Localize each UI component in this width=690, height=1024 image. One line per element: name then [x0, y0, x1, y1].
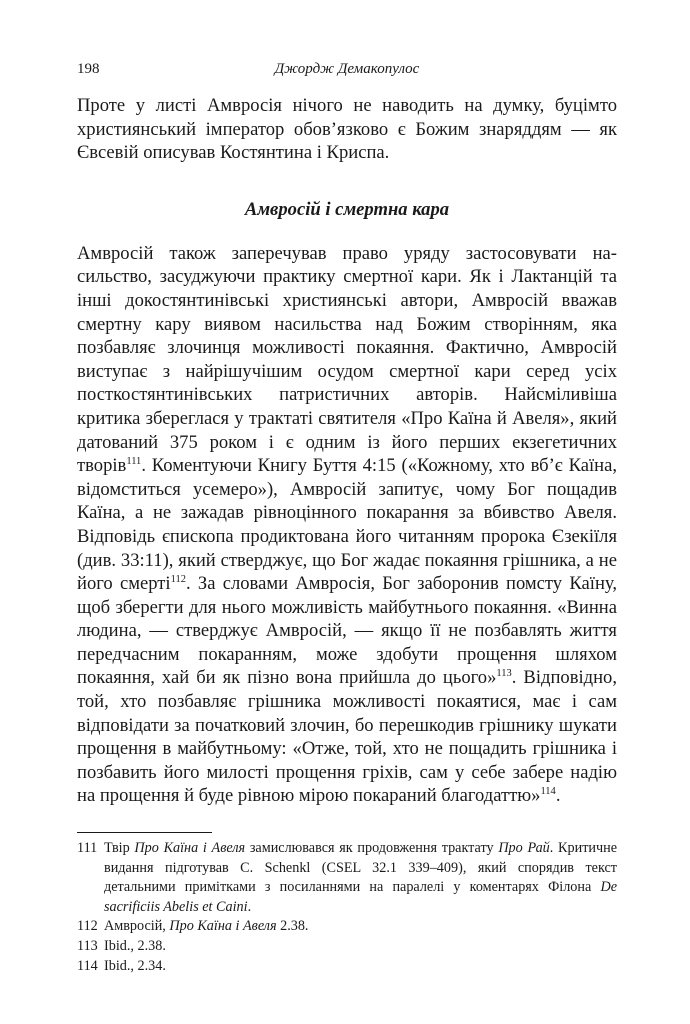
footnote-111 — [77, 839, 617, 917]
footnote-ref-112[interactable]: 112 — [170, 573, 186, 585]
intro-paragraph — [77, 94, 617, 165]
section-paragraph — [77, 242, 617, 808]
paragraph-segment: . За словами Амвросія, Бог заборонив помсту Каїну, щоб зберегти для нього можливість майбутнього покаяння. «Винна людина, — стверджує Амвросій, — якщо її не позбавлять життя передчасним покаранням, може здобути прощення шляхом покаяння, хай би як пізно вона прийшла до цього» — [77, 573, 617, 689]
running-header — [77, 58, 617, 80]
footnote-text: Ibid., 2.38. — [104, 938, 166, 954]
footnote-italic-title: Про Каїна і Авеля — [134, 840, 246, 857]
footnotes — [77, 839, 617, 976]
footnote-112 — [77, 917, 617, 937]
section-paragraph-text — [77, 242, 617, 808]
footnote-number: 111 — [77, 840, 98, 857]
book-page — [77, 58, 617, 976]
footnote-divider — [77, 832, 212, 833]
footnote-number: 112 — [77, 918, 98, 935]
paragraph-segment: . Відповідно, той, хто позбавляє грішника можливості покаятися, має і сам відповідати за початковий злочин, бо перешкодив грішнику шукати прощення в майбутньому: «Отже, той, хто не пощадить грішника і позбавить його милості прощення гріхів, сам у себе забере надію на прощення й буде рівною мірою покараний благодаттю» — [77, 667, 618, 807]
footnote-italic-title: Про Каїна і Авеля — [169, 918, 277, 935]
footnote-text: Твір — [104, 840, 135, 857]
section-title: Амвросій і смертна кара — [244, 198, 450, 220]
footnote-text: . Критичне видання підготував C. Schenkl (CSEL 32.1 339–409), який спорядив текст детальними примітками з посиланнями на паралелі у коментарях Філона — [104, 840, 618, 896]
intro-paragraph-text: Проте у листі Амвросія нічого не наводить на думку, буцімто християнський імператор обов’язково є Божим знаряддям — як Євсевій описував Костянтина і Криспа. — [77, 95, 617, 164]
footnote-text: Ibid., 2.34. — [104, 957, 166, 974]
footnote-text: . — [247, 898, 252, 915]
footnote-text: 2.38. — [276, 918, 309, 935]
footnote-ref-113[interactable]: 113 — [496, 668, 512, 680]
footnote-text: замислювався як продовження трактату — [245, 840, 499, 857]
footnote-italic-title: De sacrificiis Abelis et Caini — [104, 879, 617, 915]
footnote-number: 113 — [77, 938, 98, 954]
paragraph-segment: . — [555, 785, 561, 807]
footnote-ref-114[interactable]: 114 — [540, 786, 556, 798]
footnote-113 — [77, 937, 617, 957]
page-number: 198 — [77, 61, 100, 77]
footnote-italic-title: Про Рай — [498, 840, 550, 857]
footnote-114 — [77, 957, 617, 977]
footnote-number: 114 — [77, 957, 98, 974]
paragraph-segment: Амвросій також заперечував право уряду застосовувати насильство, засуджуючи практику смертної кари. Як і Лактанцій та інші докостянтинівські християнські автори, Амвросій вважав смертну кару виявом насильства над Божим створінням, яка позбавляє злочинця можливості покаяння. Фактично, Амвросій виступає з найрішучішим осудом смертної кари серед усіх посткостянтинівських патристичних авторів. Найсміливіша критика збереглася у трактаті святителя «Про Каїна й Авеля», який датований 375 роком і є одним із його перших екзегетичних творів — [77, 242, 617, 477]
running-title: Джордж Демакопулос — [274, 61, 420, 77]
paragraph-segment: . Коментуючи Книгу Буття 4:15 («Кожному, хто вб’є Каїна, відомститься усемеро»), Амвросій запитує, чому Бог пощадив Каїна, а не зажадав рівноцінного покарання за вбивство Авеля. Відповідь єпископа продиктована його читанням пророка Єзекіїля (див. 33:11), який стверджує, що Бог жадає покаяння грішника, а не його смерті — [77, 455, 617, 595]
footnote-text: Амвросій, — [104, 918, 170, 935]
footnote-ref-111[interactable]: 111 — [126, 455, 142, 467]
